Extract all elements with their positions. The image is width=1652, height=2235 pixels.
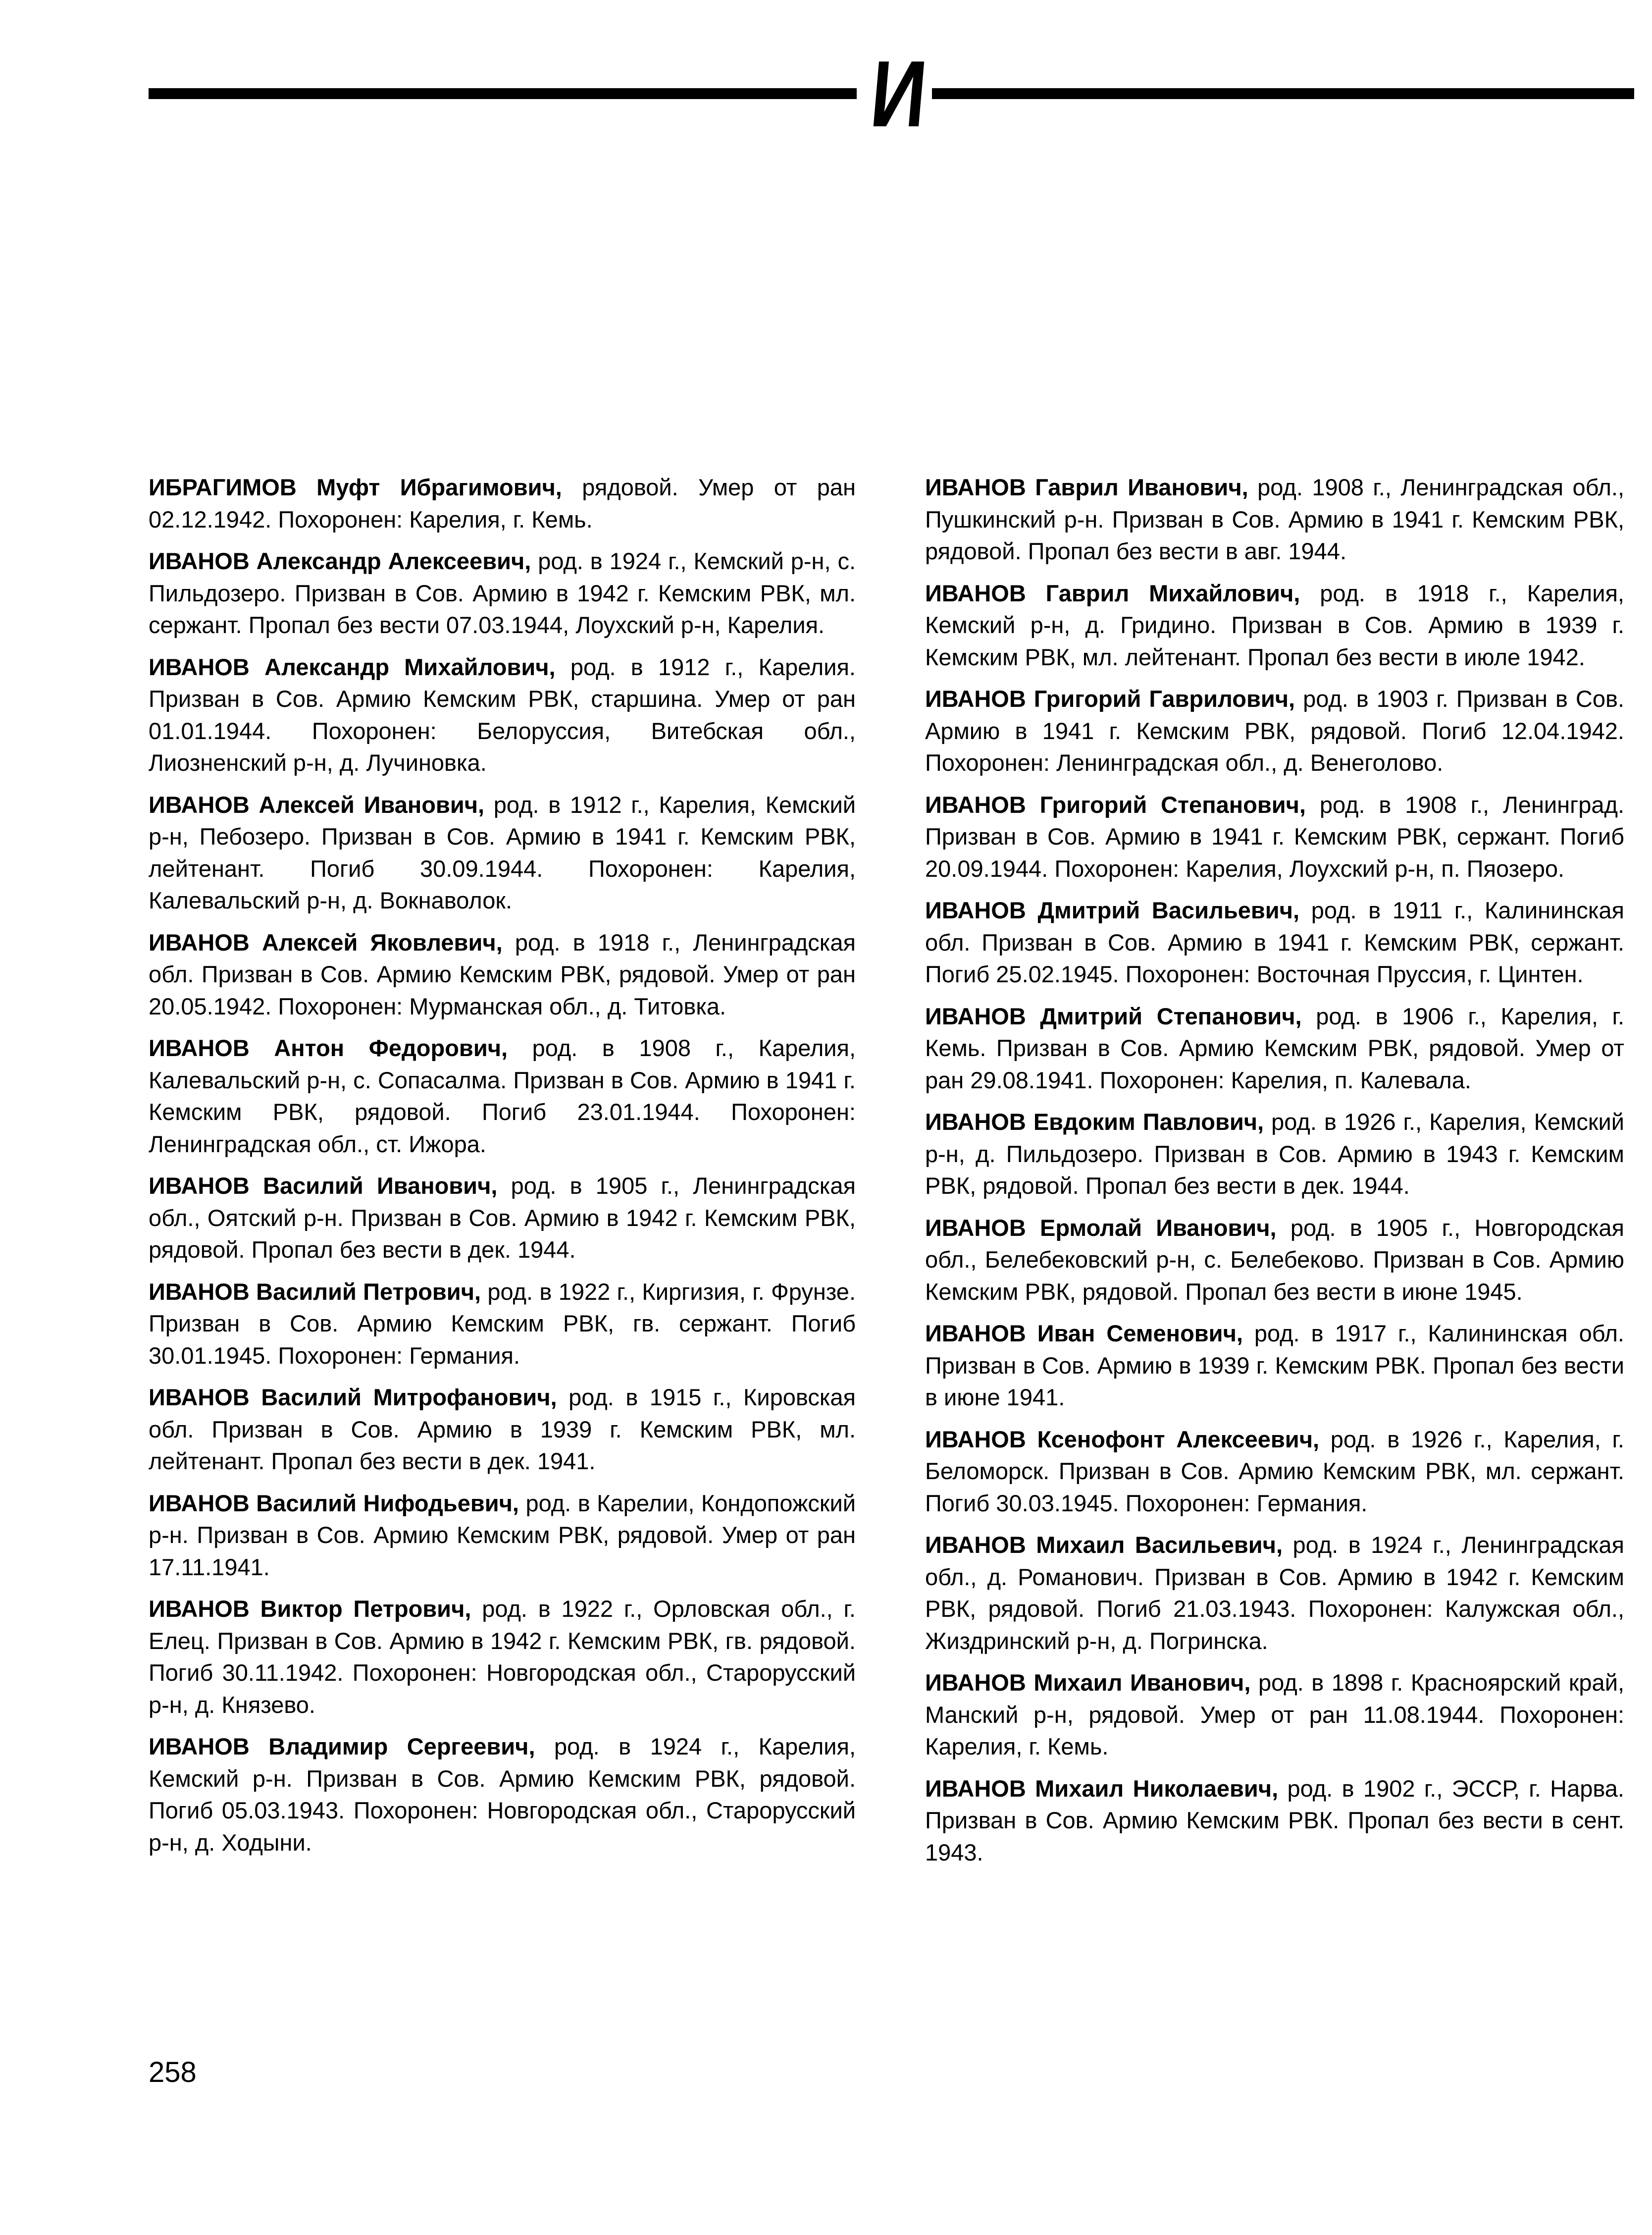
entry-details: род. в 1924 г., Кемский р-н, с. Пильдозеро. Призван в Сов. Армию в 1942 г. Кемским РВК, мл. сержант. Пропал без вести 07.03.1944, Лоухский р-н, Карелия. — [149, 548, 856, 638]
entry-details: род. в 1903 г. Призван в Сов. Армию в 1941 г. Кемским РВК, рядовой. Погиб 12.04.1942. Похоронен: Ленинградская обл., д. Венеголово. — [925, 686, 1624, 776]
entry-given-name: Иван Семенович, — [1037, 1320, 1243, 1346]
memorial-entry — [149, 1731, 856, 1859]
entry-given-name: Ксенофонт Алексеевич, — [1037, 1426, 1320, 1452]
memorial-entry — [149, 1382, 856, 1478]
entry-given-name: Василий Иванович, — [263, 1172, 498, 1199]
entry-details: род. в 1902 г., ЭССР, г. Нарва. Призван в Сов. Армию Кемским РВК. Пропал без вести в сент. 1943. — [925, 1775, 1624, 1865]
memorial-entry — [925, 1667, 1624, 1763]
entry-surname: ИВАНОВ — [925, 791, 1026, 818]
entry-surname: ИВАНОВ — [925, 1426, 1026, 1452]
entry-surname: ИВАНОВ — [149, 548, 250, 574]
entry-surname: ИВАНОВ — [925, 1109, 1026, 1135]
memorial-entry — [925, 1318, 1624, 1414]
memorial-entry — [149, 472, 856, 535]
memorial-entry — [925, 1773, 1624, 1869]
entry-details: род. в 1911 г., Калининская обл. Призван в Сов. Армию в 1941 г. Кемским РВК, сержант. Погиб 25.02.1945. Похоронен: Восточная Пруссия, г. Цинтен. — [925, 897, 1625, 987]
entry-details: род. в 1918 г., Карелия, Кемский р-н, д. Гридино. Призван в Сов. Армию в 1939 г. Кемским РВК, мл. лейтенант. Пропал без вести в июле 1942. — [925, 580, 1624, 670]
entry-given-name: Василий Нифодьевич, — [256, 1490, 519, 1516]
entry-given-name: Михаил Васильевич, — [1036, 1532, 1283, 1558]
memorial-entry — [925, 895, 1624, 991]
entry-surname: ИВАНОВ — [149, 1172, 250, 1199]
memorial-entry — [149, 1276, 856, 1372]
entry-details: род. в 1905 г., Ленинградская обл., Оятский р-н. Призван в Сов. Армию в 1942 г. Кемским РВК, рядовой. Пропал без вести в дек. 1944. — [149, 1172, 856, 1263]
entry-given-name: Владимир Сергеевич, — [268, 1733, 535, 1759]
entry-surname: ИВАНОВ — [925, 1003, 1026, 1029]
entry-details: род. в 1906 г., Карелия, г. Кемь. Призван в Сов. Армию Кемским РВК, рядовой. Умер от ран 29.08.1941. Похоронен: Карелия, п. Калевала. — [925, 1003, 1625, 1093]
entry-details: род. в 1898 г. Красноярский край, Манский р-н, рядовой. Умер от ран 11.08.1944. Похоронен: Карелия, г. Кемь. — [925, 1669, 1625, 1759]
entry-given-name: Ермолай Иванович, — [1039, 1214, 1277, 1241]
entry-surname: ИВАНОВ — [149, 1596, 250, 1622]
memorial-entry — [925, 683, 1624, 779]
memorial-entry — [149, 545, 856, 641]
entry-details: род. в 1917 г., Калининская обл. Призван в Сов. Армию в 1939 г. Кемским РВК. Пропал без вести в июне 1941. — [925, 1320, 1624, 1410]
memorial-entry — [149, 927, 856, 1023]
section-letter: И — [866, 42, 931, 147]
entry-details: род. в 1922 г., Киргизия, г. Фрунзе. Призван в Сов. Армию Кемским РВК, гв. сержант. Погиб 30.01.1945. Похоронен: Германия. — [149, 1278, 856, 1369]
entry-details: род. в 1918 г., Ленинградская обл. Призван в Сов. Армию Кемским РВК, рядовой. Умер от ран 20.05.1942. Похоронен: Мурманская обл., д. Титовка. — [149, 929, 856, 1019]
entry-surname: ИВАНОВ — [149, 1278, 250, 1305]
entry-given-name: Григорий Гаврилович, — [1033, 686, 1295, 712]
right-column — [925, 472, 1624, 1878]
memorial-entry — [149, 651, 856, 779]
entry-surname: ИВАНОВ — [149, 1035, 250, 1061]
entry-details: род. 1908 г., Ленинградская обл., Пушкинский р-н. Призван в Сов. Армию в 1941 г. Кемским РВК, рядовой. Пропал без вести в авг. 1944. — [925, 474, 1625, 564]
entry-surname: ИБРАГИМОВ — [149, 474, 297, 500]
entry-surname: ИВАНОВ — [925, 1775, 1026, 1802]
entry-details: род. в 1924 г., Карелия, Кемский р-н. Призван в Сов. Армию Кемским РВК, рядовой. Погиб 05.03.1943. Похоронен: Новгородская обл., Старорусский р-н, д. Ходыни. — [149, 1733, 856, 1856]
memorial-entry — [925, 789, 1624, 885]
entry-given-name: Василий Митрофанович, — [261, 1384, 557, 1410]
entry-surname: ИВАНОВ — [925, 897, 1026, 923]
entry-given-name: Александр Михайлович, — [264, 653, 556, 680]
memorial-entry — [925, 1529, 1624, 1657]
entry-given-name: Антон Федорович, — [274, 1035, 508, 1061]
entry-surname: ИВАНОВ — [925, 1320, 1026, 1346]
entry-given-name: Михаил Николаевич, — [1035, 1775, 1279, 1802]
memorial-entry — [149, 1488, 856, 1584]
entry-surname: ИВАНОВ — [149, 1733, 250, 1759]
memorial-entry — [925, 472, 1624, 568]
memorial-entry — [925, 578, 1624, 674]
entry-surname: ИВАНОВ — [925, 1669, 1026, 1696]
header-rule-right — [932, 88, 1634, 99]
entry-given-name: Виктор Петрович, — [260, 1596, 471, 1622]
entry-details: род. в 1915 г., Кировская обл. Призван в Сов. Армию в 1939 г. Кемским РВК, мл. лейтенант. Пропал без вести в дек. 1941. — [149, 1384, 856, 1474]
entry-given-name: Гаврил Михайлович, — [1045, 580, 1300, 606]
memorial-entry — [925, 1001, 1624, 1097]
entry-given-name: Василий Петрович, — [256, 1278, 481, 1305]
memorial-entry — [149, 789, 856, 917]
entry-details: род. в 1908 г., Ленинград. Призван в Сов. Армию в 1941 г. Кемским РВК, сержант. Погиб 20.09.1944. Похоронен: Карелия, Лоухский р-н, п. Пяозеро. — [925, 791, 1625, 882]
entry-details: рядовой. Умер от ран 02.12.1942. Похоронен: Карелия, г. Кемь. — [149, 474, 856, 532]
entry-given-name: Евдоким Павлович, — [1033, 1109, 1264, 1135]
entry-surname: ИВАНОВ — [925, 580, 1026, 606]
entry-details: род. в 1912 г., Карелия, Кемский р-н, Пебозеро. Призван в Сов. Армию в 1941 г. Кемским РВК, лейтенант. Погиб 30.09.1944. Похоронен: Карелия, Калевальский р-н, д. Вокнаволок. — [149, 791, 856, 913]
entry-given-name: Муфт Ибрагимович, — [316, 474, 562, 500]
entry-surname: ИВАНОВ — [925, 474, 1026, 500]
header-rule-left — [149, 88, 857, 99]
entry-given-name: Дмитрий Васильевич, — [1037, 897, 1300, 923]
entry-surname: ИВАНОВ — [925, 1214, 1026, 1241]
entry-details: род. в 1912 г., Карелия. Призван в Сов. Армию Кемским РВК, старшина. Умер от ран 01.01.1944. Похоронен: Белоруссия, Витебская обл., Лиозненский р-н, д. Лучиновка. — [149, 653, 856, 776]
memorial-entry — [925, 1212, 1624, 1308]
entry-surname: ИВАНОВ — [149, 1490, 250, 1516]
entry-details: род. в Карелии, Кондопожский р-н. Призван в Сов. Армию Кемским РВК, рядовой. Умер от ран 17.11.1941. — [149, 1490, 856, 1580]
memorial-entry — [925, 1424, 1624, 1520]
entry-details: род. в 1908 г., Карелия, Калевальский р-н, с. Сопасалма. Призван в Сов. Армию в 1941 г. Кемским РВК, рядовой. Погиб 23.01.1944. Похоронен: Ленинградская обл., ст. Ижора. — [149, 1035, 856, 1157]
entry-details: род. в 1905 г., Новгородская обл., Белебековский р-н, с. Белебеково. Призван в Сов. Армию Кемским РВК, рядовой. Пропал без вести в июне 1945. — [925, 1214, 1625, 1305]
entry-details: род. в 1924 г., Ленинградская обл., д. Романович. Призван в Сов. Армию в 1942 г. Кемским РВК, рядовой. Погиб 21.03.1943. Похоронен: Калужская обл., Жиздринский р-н, д. Погринска. — [925, 1532, 1625, 1654]
entry-details: род. в 1922 г., Орловская обл., г. Елец. Призван в Сов. Армию в 1942 г. Кемским РВК, гв. рядовой. Погиб 30.11.1942. Похоронен: Новгородская обл., Старорусский р-н, д. Князево. — [149, 1596, 856, 1718]
entry-surname: ИВАНОВ — [149, 929, 250, 956]
page-number: 258 — [149, 2056, 197, 2088]
entry-given-name: Гаврил Иванович, — [1035, 474, 1248, 500]
memorial-entry — [149, 1170, 856, 1266]
entry-details: род. в 1926 г., Карелия, г. Беломорск. Призван в Сов. Армию Кемским РВК, мл. сержант. Погиб 30.03.1945. Похоронен: Германия. — [925, 1426, 1624, 1516]
entry-details: род. в 1926 г., Карелия, Кемский р-н, д. Пильдозеро. Призван в Сов. Армию в 1943 г. Кемским РВК, рядовой. Пропал без вести в дек. 1944. — [925, 1109, 1624, 1199]
entry-given-name: Дмитрий Степанович, — [1040, 1003, 1302, 1029]
memorial-entry — [149, 1032, 856, 1160]
entry-given-name: Михаил Иванович, — [1033, 1669, 1251, 1696]
left-column — [149, 472, 856, 1868]
entry-surname: ИВАНОВ — [149, 653, 250, 680]
memorial-entry — [149, 1593, 856, 1721]
entry-given-name: Григорий Степанович, — [1039, 791, 1306, 818]
entry-surname: ИВАНОВ — [149, 1384, 250, 1410]
entry-given-name: Александр Алексеевич, — [256, 548, 531, 574]
entry-given-name: Алексей Яковлевич, — [261, 929, 503, 956]
entry-surname: ИВАНОВ — [149, 791, 250, 818]
entry-surname: ИВАНОВ — [925, 1532, 1026, 1558]
entry-surname: ИВАНОВ — [925, 686, 1026, 712]
memorial-entry — [925, 1106, 1624, 1202]
entry-given-name: Алексей Иванович, — [258, 791, 485, 818]
